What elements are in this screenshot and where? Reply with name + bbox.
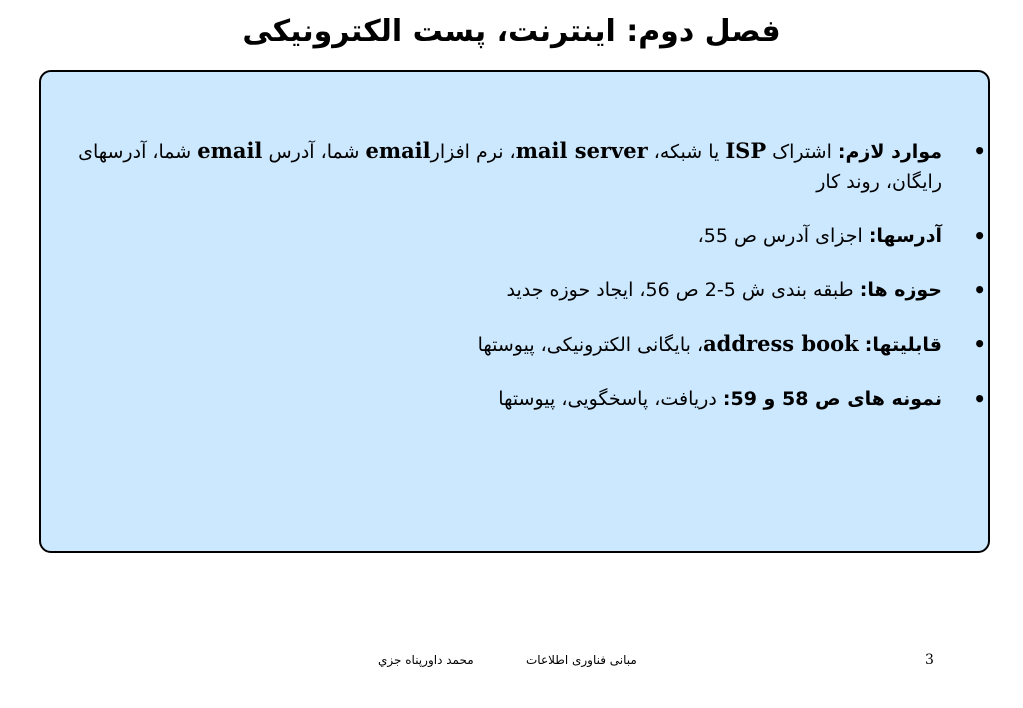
footer-author: محمد داورپناه جزي	[378, 653, 474, 667]
bullet-lead: موارد لازم:	[837, 141, 942, 163]
bullet-text: اجزای آدرس ص 55،	[697, 225, 869, 247]
content-box	[39, 70, 990, 553]
bullet-text: شما، آدرسهای رایگان، روند کار	[78, 141, 942, 193]
bullet-text: شما، آدرس	[262, 141, 366, 163]
bullet-dot: •	[973, 139, 986, 163]
bullet-email: email	[365, 138, 431, 163]
page-number: 3	[925, 652, 934, 668]
bullet-list	[62, 136, 986, 438]
bullet-lead: آدرسها:	[868, 225, 942, 247]
bullet-email: email	[197, 138, 263, 163]
bullet-features	[62, 329, 986, 360]
bullet-addresses	[62, 221, 986, 251]
bullet-domains	[62, 275, 986, 305]
slide-title: فصل دوم: اینترنت، پست الکترونیکی	[242, 14, 781, 49]
bullet-samples	[62, 384, 986, 414]
bullet-lead: نمونه های ص 58 و 59:	[722, 388, 942, 410]
bullet-dot: •	[973, 224, 986, 248]
bullet-dot: •	[973, 387, 986, 411]
bullet-lead: قابلیتها:	[864, 334, 942, 356]
bullet-address-book: address book	[703, 331, 859, 356]
bullet-text: ، بایگانی الکترونیکی، پیوستها	[477, 334, 704, 356]
bullet-requirements	[62, 136, 986, 197]
bullet-lead: حوزه ها:	[859, 279, 942, 301]
bullet-mail-server: mail server	[515, 138, 648, 163]
bullet-dot: •	[973, 278, 986, 302]
bullet-text: یا شبکه،	[647, 141, 726, 163]
bullet-dot: •	[973, 332, 986, 356]
footer-course: مبانی فناوری اطلاعات	[526, 653, 637, 667]
bullet-text: دریافت، پاسخگویی، پیوستها	[498, 388, 723, 410]
bullet-text: اشتراک	[766, 141, 838, 163]
bullet-text: طبقه بندی ش 5-2 ص 56، ایجاد حوزه جدید	[506, 279, 860, 301]
bullet-isp: ISP	[725, 138, 767, 163]
bullet-text: ، نرم افزار	[430, 141, 516, 163]
